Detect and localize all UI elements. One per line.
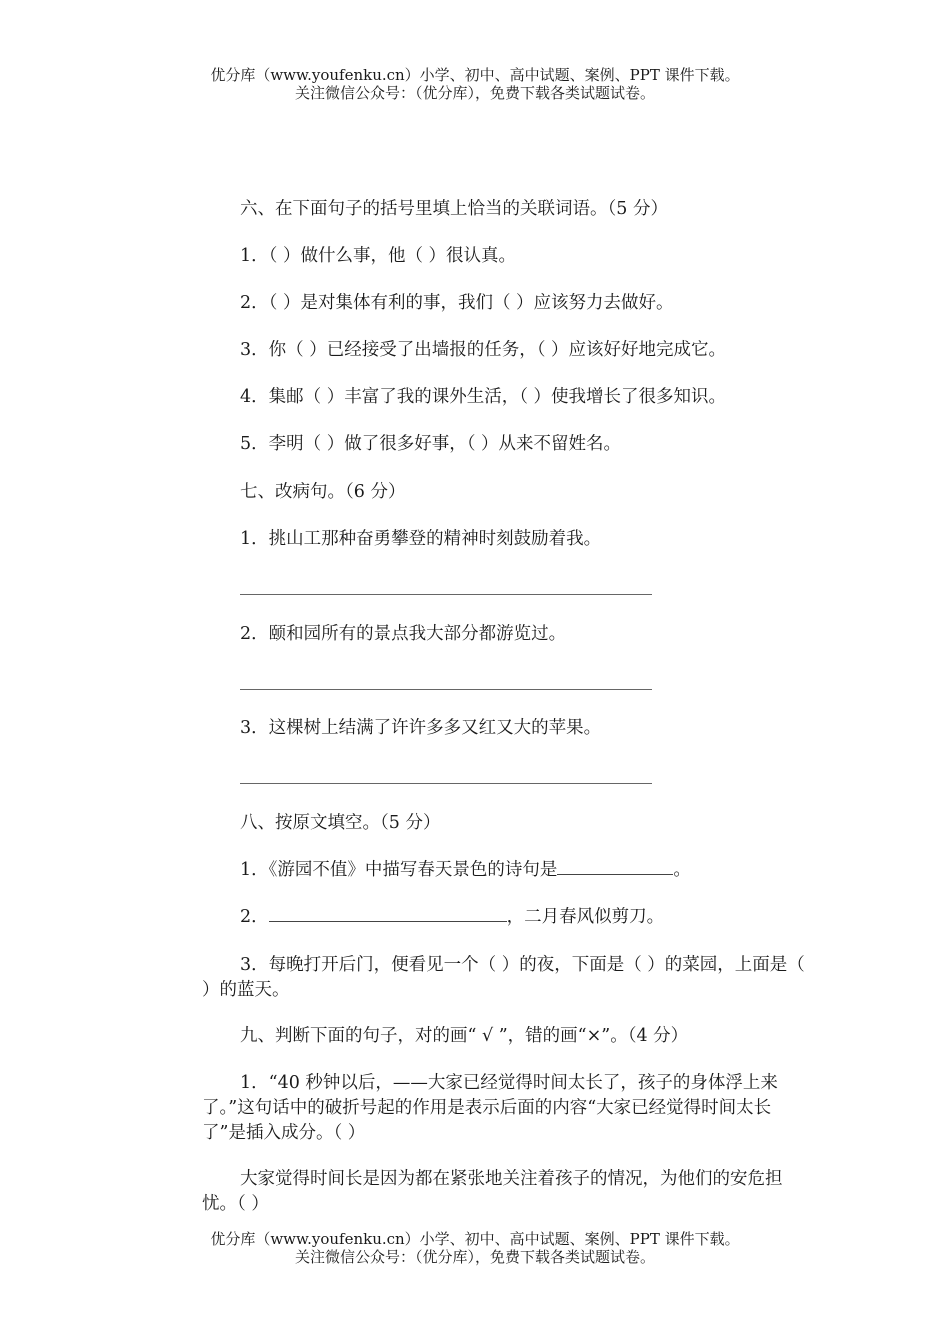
- footer-line-1: 优分库（www.youfenku.cn）小学、初中、高中试题、案例、PPT 课件下载。: [210, 1230, 740, 1248]
- section-7-item-1: 1．挑山工那种奋勇攀登的精神时刻鼓励着我。: [240, 529, 602, 549]
- page-header: [0, 66, 950, 102]
- fill-blank-1: [557, 858, 673, 875]
- section-9-item-2: 大家觉得时间长是因为都在紧张地关注着孩子的情况，为他们的安危担忧。（ ）: [202, 1169, 783, 1214]
- section-9-title: 九、判断下面的句子，对的画“ √ ”，错的画“×”。（4 分）: [240, 1026, 689, 1046]
- section-8-title: 八、按原文填空。（5 分）: [240, 813, 441, 833]
- section-7-title: 七、改病句。（6 分）: [240, 482, 406, 502]
- page-footer: [0, 1230, 950, 1266]
- section-6-item-2: 2．（ ）是对集体有利的事，我们（ ）应该努力去做好。: [240, 293, 674, 313]
- section-6-item-1: 1．（ ）做什么事，他（ ）很认真。: [240, 246, 517, 266]
- item-2-suffix: ，二月春风似剪刀。: [506, 907, 665, 927]
- section-7-item-3: 3．这棵树上结满了许许多多又红又大的苹果。: [240, 718, 602, 738]
- answer-line-3: [240, 783, 652, 784]
- section-6-item-4: 4．集邮（ ）丰富了我的课外生活，（ ）使我增长了很多知识。: [240, 387, 727, 407]
- section-6-item-3: 3．你（ ）已经接受了出墙报的任务，（ ）应该好好地完成它。: [240, 340, 727, 360]
- answer-line-2: [240, 689, 652, 690]
- item-2-prefix: 2．: [240, 907, 269, 927]
- section-7-item-2: 2．颐和园所有的景点我大部分都游览过。: [240, 624, 567, 644]
- header-line-2: 关注微信公众号：（优分库），免费下载各类试题试卷。: [294, 84, 655, 102]
- footer-line-2: 关注微信公众号：（优分库），免费下载各类试题试卷。: [294, 1248, 655, 1266]
- answer-line-1: [240, 594, 652, 595]
- item-1-prefix: 1．《游园不值》中描写春天景色的诗句是: [240, 860, 558, 880]
- section-9-item-1: 1．“40 秒钟以后，——大家已经觉得时间太长了，孩子的身体浮上来了。”这句话中的破折号起的作用是表示后面的内容“大家已经觉得时间太长了”是插入成分。（ ）: [202, 1073, 778, 1143]
- section-8-item-3: 3．每晚打开后门，便看见一个（ ）的夜，下面是（ ）的菜园，上面是（ ）的蓝天。: [202, 955, 805, 1000]
- section-8-item-1: [240, 858, 691, 882]
- header-line-1: 优分库（www.youfenku.cn）小学、初中、高中试题、案例、PPT 课件下载。: [210, 66, 740, 84]
- section-6-title: 六、在下面句子的括号里填上恰当的关联词语。（5 分）: [240, 199, 668, 219]
- section-6-item-5: 5．李明（ ）做了很多好事，（ ）从来不留姓名。: [240, 434, 622, 454]
- item-1-suffix: 。: [673, 860, 691, 880]
- section-8-item-2: [240, 905, 664, 929]
- fill-blank-2: [269, 905, 507, 922]
